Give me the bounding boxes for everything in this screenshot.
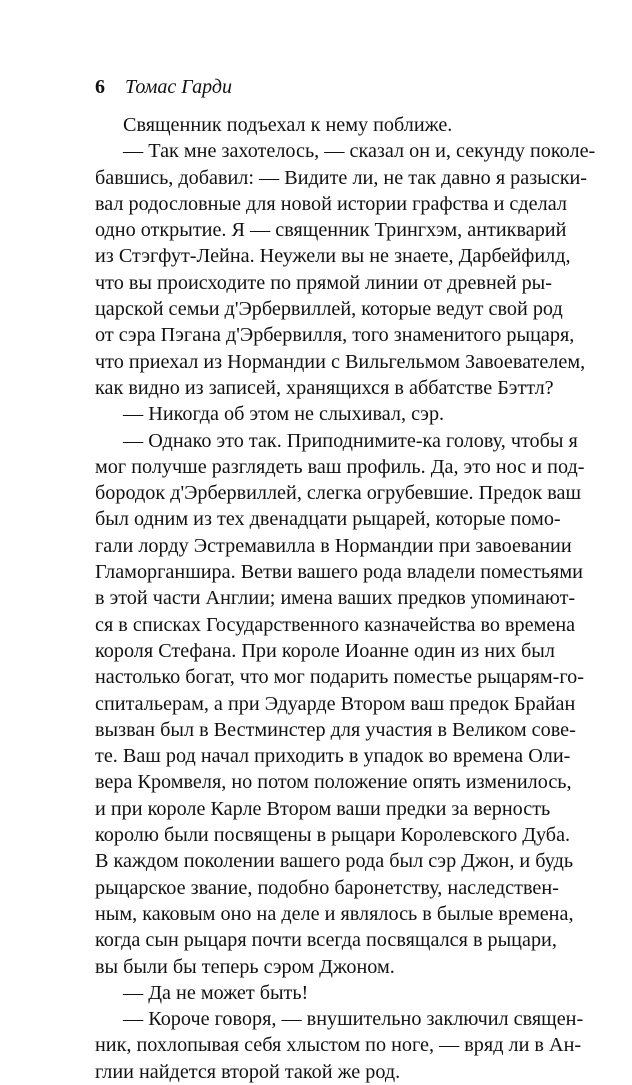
text-line: те. Ваш род начал приходить в упадок во времена Оли- xyxy=(95,745,571,768)
text-line: — Никогда об этом не слыхивал, сэр. xyxy=(123,403,445,426)
running-title: Томас Гарди xyxy=(125,76,233,98)
text-line: ным, каковым оно на деле и являлось в былые времена, xyxy=(95,902,574,925)
text-line: — Короче говоря, — внушительно заключил священ- xyxy=(123,1008,584,1031)
text-line: настолько богат, что мог подарить поместье рыцарям-го- xyxy=(95,666,584,689)
text-line: — Однако это так. Приподнимите-ка голову, чтобы я xyxy=(123,429,578,452)
text-line: вызван был в Вестминстер для участия в Великом сове- xyxy=(95,718,576,741)
text-line: Гламорганшира. Ветви вашего рода владели поместьями xyxy=(95,561,583,584)
text-line: в этой части Англии; имена ваших предков упоминают- xyxy=(95,587,576,610)
text-line: рыцарское звание, подобно баронетству, наследствен- xyxy=(95,876,559,899)
body-text xyxy=(95,112,596,1085)
text-line: мог получше разглядеть ваш профиль. Да, это нос и под- xyxy=(95,455,585,478)
text-line: — Так мне захотелось, — сказал он и, секунду поколе- xyxy=(123,140,596,163)
text-line: бородок д'Эрбервиллей, слегка огрубевшие. Предок ваш xyxy=(95,482,581,505)
text-line: короля Стефана. При короле Иоанне один из них был xyxy=(95,639,555,662)
page-number: 6 xyxy=(95,76,105,98)
text-line: одно открытие. Я — священник Трингхэм, антикварий xyxy=(95,219,567,242)
text-line: ник, похлопывая себя хлыстом по ноге, — вряд ли в Ан- xyxy=(95,1034,582,1057)
text-line: глии найдется второй такой же род. xyxy=(95,1060,401,1083)
text-line: В каждом поколении вашего рода был сэр Джон, и будь xyxy=(95,850,574,873)
text-line: Священник подъехал к нему поближе. xyxy=(123,114,453,136)
text-line: вал родословные для новой истории графства и сделал xyxy=(95,192,567,215)
text-line: спитальерам, а при Эдуарде Втором ваш предок Брайан xyxy=(95,692,576,715)
running-head xyxy=(95,74,232,100)
text-line: и при короле Карле Втором ваши предки за верность xyxy=(95,797,551,820)
text-line: гали лорду Эстремавилла в Нормандии при завоевании xyxy=(95,534,572,557)
text-line: когда сын рыцаря почти всегда посвящался в рыцари, xyxy=(95,929,557,952)
text-line: что вы происходите по прямой линии от древней ры- xyxy=(95,271,552,294)
text-line: королю были посвящены в рыцари Королевского Дуба. xyxy=(95,824,571,847)
text-line: царской семьи д'Эрбервиллей, которые ведут свой род xyxy=(95,298,563,321)
text-line: бавшись, добавил: — Видите ли, не так давно я разыски- xyxy=(95,166,588,189)
text-line: от сэра Пэгана д'Эрбервилля, того знаменитого рыцаря, xyxy=(95,324,575,347)
text-line: что приехал из Нормандии с Вильгельмом Завоевателем, xyxy=(95,350,586,373)
text-line: был одним из тех двенадцати рыцарей, которые помо- xyxy=(95,508,561,531)
text-line: ся в списках Государственного казначейства во времена xyxy=(95,613,576,636)
text-line: вера Кромвеля, но потом положение опять изменилось, xyxy=(95,771,572,794)
text-line: — Да не может быть! xyxy=(123,981,309,1004)
text-line: из Стэгфут-Лейна. Неужели вы не знаете, Дарбейфилд, xyxy=(95,245,571,268)
text-line: как видно из записей, хранящихся в аббатстве Бэттл? xyxy=(95,376,554,399)
text-line: вы были бы теперь сэром Джоном. xyxy=(95,955,395,978)
